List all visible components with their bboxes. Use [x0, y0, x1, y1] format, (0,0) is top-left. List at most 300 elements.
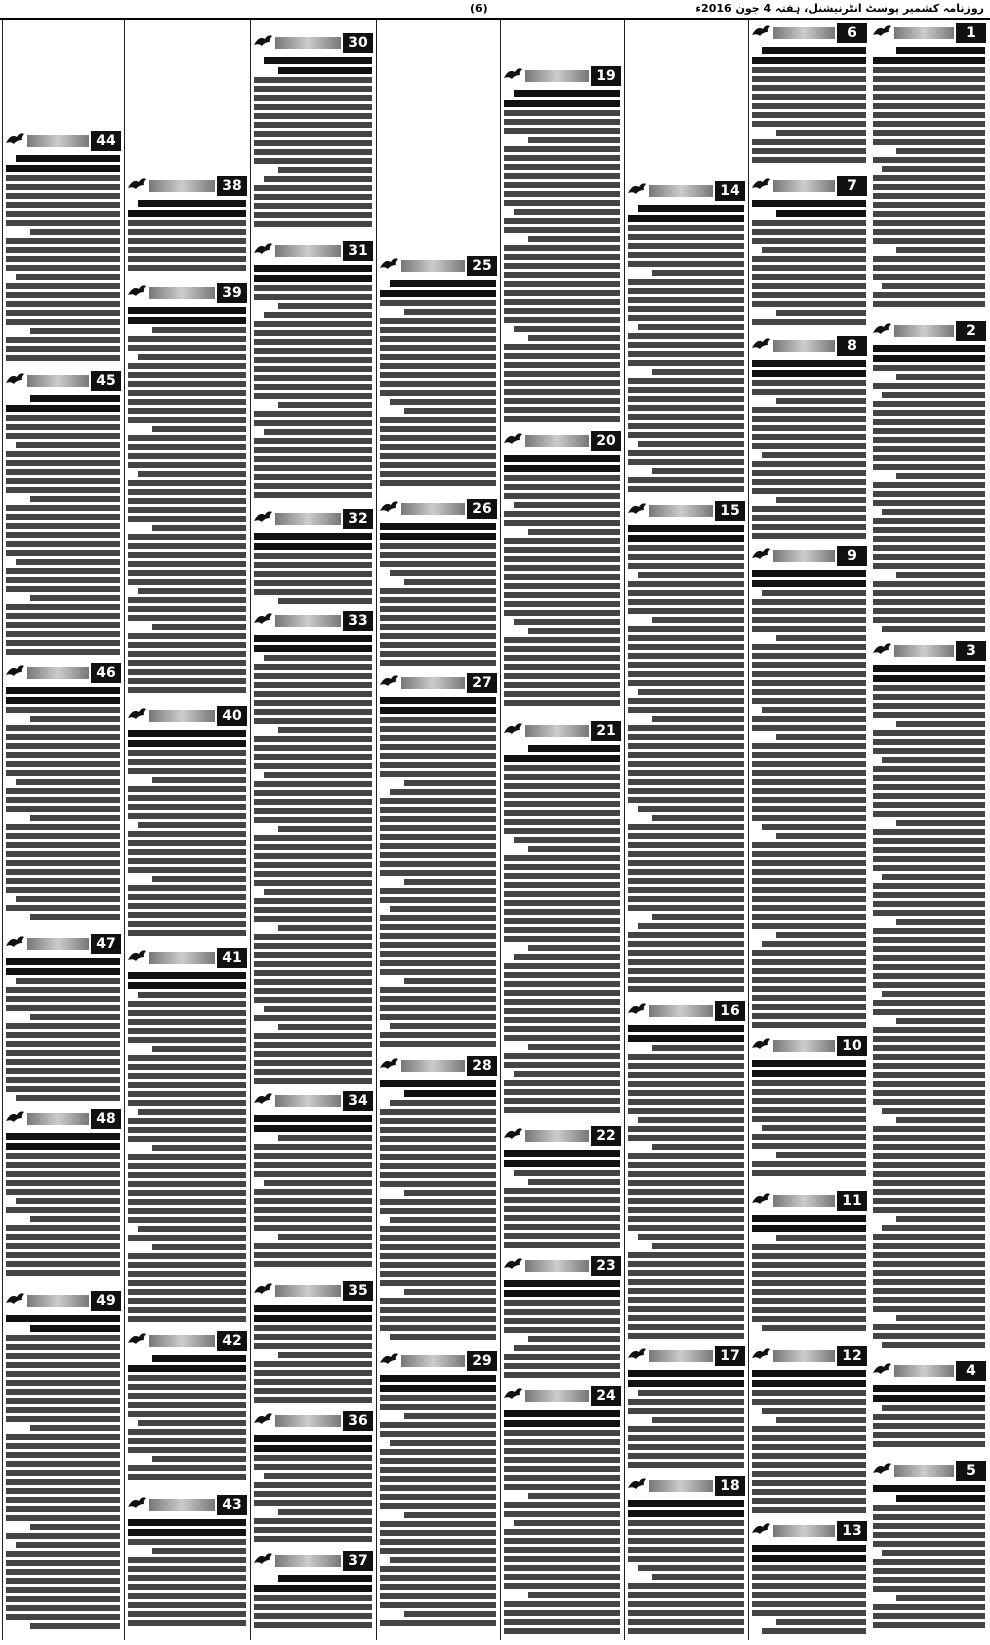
text-line — [504, 1318, 620, 1324]
text-line — [6, 292, 120, 298]
text-line — [528, 236, 620, 242]
text-line — [254, 907, 372, 913]
text-line — [638, 572, 744, 578]
text-line — [638, 806, 744, 812]
text-line — [873, 1135, 985, 1141]
text-line — [752, 1574, 866, 1580]
text-line — [628, 662, 744, 668]
text-line — [128, 1208, 246, 1214]
text-line — [380, 354, 496, 360]
text-line — [628, 1333, 744, 1339]
item-body-text — [503, 455, 621, 716]
text-line — [254, 212, 372, 218]
text-line — [752, 1435, 866, 1441]
text-line — [873, 500, 985, 506]
text-line — [128, 1593, 246, 1599]
text-line — [128, 1393, 246, 1399]
text-line — [504, 245, 620, 251]
item-body-text — [503, 745, 621, 1121]
text-line — [752, 1170, 866, 1176]
text-line — [752, 1399, 866, 1405]
header-gradient-bar — [275, 1095, 341, 1107]
text-line — [128, 381, 246, 387]
text-line — [6, 256, 120, 262]
text-line — [380, 897, 496, 903]
text-line — [128, 1307, 246, 1313]
text-line — [504, 1529, 620, 1535]
text-line — [390, 1440, 496, 1446]
bird-icon — [751, 176, 771, 196]
text-line — [504, 520, 620, 526]
text-line — [152, 1244, 246, 1250]
text-line — [504, 1160, 620, 1167]
item-header-band — [379, 498, 497, 520]
text-line — [254, 1435, 372, 1442]
text-line — [380, 480, 496, 486]
text-line — [628, 887, 744, 893]
text-line — [873, 175, 985, 181]
item-body-text — [872, 1485, 986, 1636]
text-line — [752, 626, 866, 632]
news-item — [872, 320, 986, 636]
text-line — [896, 919, 985, 925]
text-line — [873, 1243, 985, 1249]
text-line — [6, 1050, 120, 1056]
header-gradient-bar — [773, 27, 835, 39]
text-line — [254, 1518, 372, 1524]
text-line — [6, 301, 120, 307]
text-line — [390, 906, 496, 912]
text-line — [152, 777, 246, 783]
text-line — [504, 1035, 620, 1041]
text-line — [628, 779, 744, 785]
text-line — [628, 1520, 744, 1526]
text-line — [380, 816, 496, 822]
text-line — [380, 1172, 496, 1178]
text-line — [6, 505, 120, 511]
text-line — [504, 146, 620, 152]
text-line — [6, 1488, 120, 1494]
text-line — [264, 1473, 372, 1479]
text-line — [638, 205, 744, 212]
text-line — [628, 1198, 744, 1204]
text-line — [254, 691, 372, 697]
text-line — [254, 718, 372, 724]
text-line — [380, 798, 496, 804]
header-gradient-bar — [149, 287, 215, 299]
bird-icon — [751, 546, 771, 566]
text-line — [254, 853, 372, 859]
text-line — [504, 691, 620, 697]
text-line — [504, 173, 620, 179]
text-line — [30, 1014, 120, 1020]
text-line — [776, 734, 866, 740]
text-line — [752, 1013, 866, 1019]
text-line — [254, 745, 372, 751]
item-header-band — [253, 508, 373, 530]
text-line — [128, 1037, 246, 1043]
text-line — [628, 1090, 744, 1096]
news-item — [127, 1494, 247, 1636]
text-line — [254, 158, 372, 164]
item-body-text — [751, 1060, 867, 1186]
text-line — [752, 896, 866, 902]
text-line — [628, 1583, 744, 1589]
item-number: 2 — [956, 321, 986, 341]
text-line — [6, 1416, 120, 1422]
text-line — [254, 375, 372, 381]
text-line — [380, 327, 496, 333]
text-line — [380, 942, 496, 948]
text-line — [504, 281, 620, 287]
text-line — [254, 447, 372, 453]
text-line — [254, 1207, 372, 1213]
text-line — [254, 943, 372, 949]
text-line — [504, 1466, 620, 1472]
text-line — [504, 900, 620, 906]
header-gradient-bar — [525, 435, 589, 447]
text-line — [873, 1045, 985, 1051]
text-line — [254, 330, 372, 336]
text-line — [504, 1053, 620, 1059]
text-line — [504, 128, 620, 134]
text-line — [380, 717, 496, 723]
text-line — [128, 363, 246, 369]
text-line — [504, 1610, 620, 1616]
text-line — [873, 57, 985, 64]
text-line — [254, 709, 372, 715]
bird-icon — [503, 1386, 523, 1406]
text-line — [752, 1316, 866, 1322]
bird-icon — [5, 1291, 25, 1311]
text-line — [638, 689, 744, 695]
text-line — [254, 952, 372, 958]
text-line — [380, 462, 496, 468]
text-line — [128, 885, 246, 891]
text-line — [873, 1090, 985, 1096]
text-line — [504, 783, 620, 789]
text-line — [380, 1395, 496, 1401]
text-line — [128, 651, 246, 657]
text-line — [752, 653, 866, 659]
text-line — [128, 867, 246, 873]
text-line — [762, 1408, 866, 1414]
text-line — [380, 1503, 496, 1509]
text-line — [628, 1162, 744, 1168]
text-line — [264, 772, 372, 778]
text-line — [628, 1619, 744, 1625]
text-line — [873, 1604, 985, 1610]
text-line — [504, 1583, 620, 1589]
text-line — [762, 707, 866, 713]
text-line — [752, 1289, 866, 1295]
text-line — [628, 608, 744, 614]
text-line — [752, 1161, 866, 1167]
text-line — [6, 1452, 120, 1458]
news-item — [751, 545, 867, 1031]
news-item — [379, 1055, 497, 1346]
text-line — [128, 498, 246, 504]
text-line — [380, 1127, 496, 1133]
text-line — [254, 294, 372, 300]
text-line — [873, 419, 985, 425]
text-line — [6, 1261, 120, 1267]
item-body-text — [127, 1519, 247, 1636]
text-line — [504, 353, 620, 359]
column-5 — [376, 20, 499, 1640]
text-line — [873, 1333, 985, 1339]
text-line — [152, 1355, 246, 1362]
text-line — [128, 570, 246, 576]
text-line — [380, 771, 496, 777]
text-line — [504, 610, 620, 616]
text-line — [6, 987, 120, 993]
text-line — [6, 568, 120, 574]
text-line — [6, 202, 120, 208]
text-line — [628, 869, 744, 875]
item-header-band — [751, 1035, 867, 1057]
text-line — [138, 1226, 246, 1232]
text-line — [882, 1342, 985, 1348]
text-line — [752, 1089, 866, 1095]
text-line — [128, 669, 246, 675]
text-line — [504, 317, 620, 323]
item-header-band — [751, 335, 867, 357]
text-line — [6, 1344, 120, 1350]
text-line — [6, 1533, 120, 1539]
text-line — [504, 416, 620, 422]
text-line — [16, 274, 120, 280]
header-gradient-bar — [401, 1355, 465, 1367]
text-line — [504, 119, 620, 125]
text-line — [128, 1289, 246, 1295]
text-line — [128, 516, 246, 522]
text-line — [30, 914, 120, 920]
text-line — [254, 682, 372, 688]
text-line — [752, 533, 866, 539]
text-line — [380, 651, 496, 657]
text-line — [6, 1389, 120, 1395]
text-line — [254, 589, 372, 595]
text-line — [6, 1023, 120, 1029]
text-line — [128, 1073, 246, 1079]
bird-icon — [253, 509, 273, 529]
bird-icon — [627, 181, 647, 201]
text-line — [514, 1520, 620, 1526]
text-line — [873, 1297, 985, 1303]
bird-icon — [503, 431, 523, 451]
text-line — [128, 1217, 246, 1223]
news-item — [627, 180, 745, 496]
text-line — [380, 1154, 496, 1160]
item-header-band — [379, 672, 497, 694]
item-header-band — [253, 32, 373, 54]
text-line — [390, 280, 496, 287]
text-line — [752, 200, 866, 207]
text-line — [628, 896, 744, 902]
item-number: 34 — [343, 1091, 373, 1111]
text-line — [128, 1262, 246, 1268]
column-4 — [500, 20, 623, 1640]
text-line — [128, 489, 246, 495]
text-line — [628, 1270, 744, 1276]
text-line — [628, 644, 744, 650]
text-line — [128, 930, 246, 936]
text-line — [380, 552, 496, 558]
bird-icon — [253, 241, 273, 261]
text-line — [752, 407, 866, 413]
text-line — [628, 525, 744, 532]
item-number: 32 — [343, 509, 373, 529]
news-item — [503, 1385, 621, 1636]
text-line — [254, 483, 372, 489]
text-line — [380, 888, 496, 894]
text-line — [873, 1189, 985, 1195]
text-line — [254, 673, 372, 679]
text-line — [504, 592, 620, 598]
text-line — [752, 1592, 866, 1598]
text-line — [6, 1560, 120, 1566]
bird-icon — [503, 1126, 523, 1146]
text-line — [254, 1189, 372, 1195]
text-line — [138, 992, 246, 998]
text-line — [896, 1117, 985, 1123]
news-item — [253, 32, 373, 236]
text-line — [628, 261, 744, 267]
text-line — [6, 734, 120, 740]
text-line — [628, 1225, 744, 1231]
item-body-text — [503, 1280, 621, 1381]
text-line — [504, 882, 620, 888]
text-line — [6, 1497, 120, 1503]
text-line — [652, 1144, 744, 1150]
text-line — [896, 721, 985, 727]
item-number: 30 — [343, 33, 373, 53]
text-line — [873, 139, 985, 145]
text-line — [873, 590, 985, 596]
text-line — [752, 788, 866, 794]
text-line — [128, 740, 246, 747]
text-line — [882, 991, 985, 997]
text-line — [6, 743, 120, 749]
text-line — [873, 748, 985, 754]
text-line — [873, 1063, 985, 1069]
text-line — [128, 1539, 246, 1545]
item-header-band — [503, 1385, 621, 1407]
text-line — [30, 229, 120, 235]
text-line — [776, 1152, 866, 1158]
bird-icon — [503, 1256, 523, 1276]
item-body-text — [751, 360, 867, 541]
item-body-text — [751, 570, 867, 1031]
text-line — [873, 85, 985, 91]
text-line — [6, 613, 120, 619]
text-line — [128, 453, 246, 459]
text-line — [628, 1180, 744, 1186]
news-item — [872, 22, 986, 316]
text-line — [380, 1041, 496, 1047]
text-line — [6, 1162, 120, 1168]
news-item — [751, 335, 867, 541]
header-gradient-bar — [149, 710, 215, 722]
text-line — [254, 113, 372, 119]
text-line — [380, 417, 496, 423]
text-line — [873, 581, 985, 587]
item-body-text — [872, 47, 986, 316]
item-body-text — [253, 1435, 373, 1546]
text-line — [380, 915, 496, 921]
item-header-band — [379, 1055, 497, 1077]
text-line — [873, 157, 985, 163]
item-number: 10 — [837, 1036, 867, 1056]
text-line — [6, 1470, 120, 1476]
text-line — [6, 806, 120, 812]
text-line — [138, 1109, 246, 1115]
text-line — [504, 891, 620, 897]
text-line — [873, 1261, 985, 1267]
text-line — [6, 1005, 120, 1011]
header-gradient-bar — [773, 1350, 835, 1362]
text-line — [628, 1135, 744, 1141]
text-line — [254, 384, 372, 390]
header-gradient-bar — [275, 1555, 341, 1567]
text-line — [6, 1153, 120, 1159]
item-number: 38 — [217, 176, 247, 196]
text-line — [873, 491, 985, 497]
text-line — [16, 896, 120, 902]
text-line — [380, 1485, 496, 1491]
text-line — [628, 1315, 744, 1321]
text-line — [6, 1353, 120, 1359]
header-gradient-bar — [894, 325, 954, 337]
text-line — [873, 1414, 985, 1420]
text-line — [873, 964, 985, 970]
text-line — [6, 165, 120, 172]
text-line — [6, 604, 120, 610]
text-line — [628, 378, 744, 384]
text-line — [752, 94, 866, 100]
news-item — [503, 720, 621, 1121]
text-line — [504, 864, 620, 870]
text-line — [254, 1343, 372, 1349]
bird-icon — [127, 1331, 147, 1351]
text-line — [6, 337, 120, 343]
text-line — [873, 193, 985, 199]
news-item — [253, 240, 373, 504]
text-line — [504, 100, 620, 107]
text-line — [254, 1397, 372, 1403]
item-body-text — [872, 345, 986, 636]
text-line — [254, 203, 372, 209]
text-line — [6, 887, 120, 893]
bird-icon — [253, 611, 273, 631]
text-line — [128, 633, 246, 639]
text-line — [6, 247, 120, 253]
text-line — [128, 372, 246, 378]
text-line — [6, 487, 120, 493]
text-line — [6, 797, 120, 803]
text-line — [128, 247, 246, 253]
text-line — [254, 1305, 372, 1312]
text-line — [254, 1216, 372, 1222]
item-header-band — [503, 720, 621, 742]
text-line — [6, 1225, 120, 1231]
text-line — [504, 1420, 620, 1427]
text-line — [628, 1444, 744, 1450]
text-line — [873, 608, 985, 614]
text-line — [873, 1207, 985, 1213]
text-line — [628, 788, 744, 794]
